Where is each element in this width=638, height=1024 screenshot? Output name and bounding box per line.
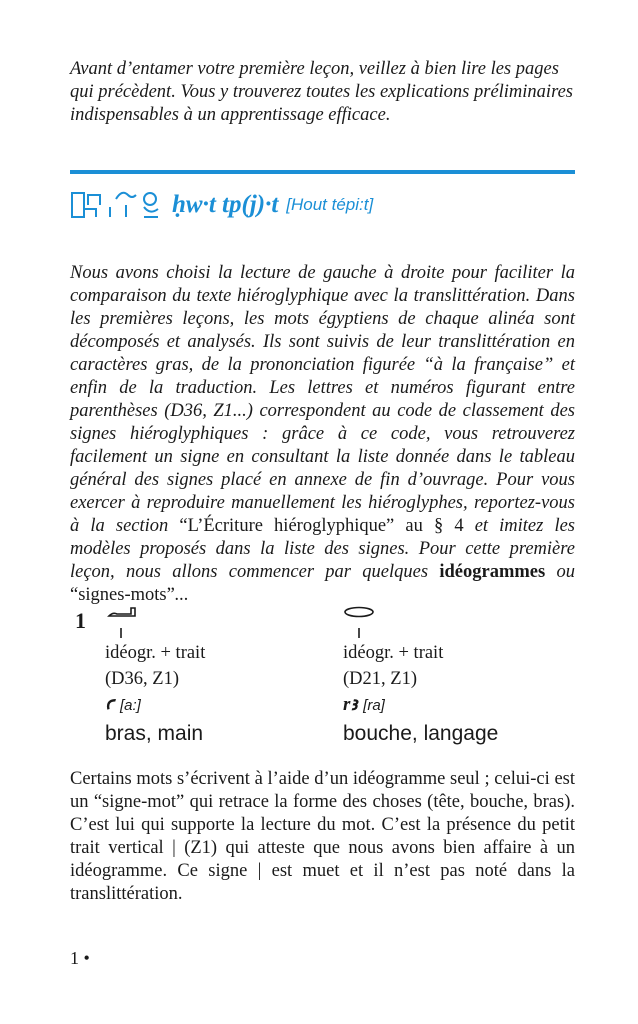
entry-sign-code: (D36, Z1) [105, 669, 179, 689]
sign-word-term: “signes-mots” [70, 585, 175, 605]
explanation-text-2: et imitez les modèles proposés dans la liste des signes. Pour cette première leçon, nous allons commencer par quelques [70, 516, 576, 582]
entry-transliteration-row [343, 692, 563, 718]
explanation-text-3: ou [545, 562, 575, 582]
hieroglyph-group-icon [70, 185, 162, 225]
lesson-number: 1 [75, 608, 86, 633]
vocab-entry-mouth [343, 600, 563, 748]
intro-paragraph: Avant d’entamer votre première leçon, veillez à bien lire les pages qui précèdent. Vous y trouverez toutes les explications préliminaires indispensables à un apprentissage efficace. [70, 59, 573, 125]
entry-transliteration: ꜥ [105, 694, 114, 715]
explanation-text-4: ... [174, 585, 189, 605]
section-reference: “L’Écriture hiéroglyphique” au § 4 [179, 516, 464, 536]
explanation-paragraph [70, 262, 575, 607]
entry-meaning: bras, main [105, 722, 204, 745]
forearm-hieroglyph-icon [105, 600, 165, 640]
heading-transliteration: ḥw·t tp(j)·t [172, 191, 279, 218]
mouth-hieroglyph-icon [343, 600, 403, 640]
entry-pronunciation: [a:] [119, 697, 141, 714]
section-divider [70, 170, 575, 174]
entry-sign-code: (D21, Z1) [343, 669, 417, 689]
entry-transliteration: rꜣ [343, 694, 358, 715]
heading-pronunciation: [Hout tépi:t] [286, 195, 374, 214]
page-number: 1 • [70, 948, 90, 968]
ideogram-term: idéogrammes [439, 562, 546, 582]
vocab-entry-arm [105, 600, 325, 748]
section-heading [70, 183, 575, 227]
entry-type: idéogr. + trait [105, 643, 206, 663]
entry-meaning: bouche, langage [343, 722, 499, 745]
entry-type: idéogr. + trait [343, 643, 444, 663]
entry-transliteration-row [105, 692, 325, 718]
ideogram-explanation-paragraph: Certains mots s’écrivent à l’aide d’un idéogramme seul ; celui-ci est un “signe-mot” qui retrace la forme des choses (tête, bouche, bras). C’est lui qui supporte la lecture du mot. C’est la présence du petit trait vertical | (Z1) qui atteste que nous avons bien affaire à un idéogramme. Ce signe | est muet et il n’est pas noté dans la translittération. [70, 769, 575, 904]
explanation-text-1: Nous avons choisi la lecture de gauche à droite pour faciliter la comparaison du texte hiéroglyphique avec la translittération. Dans les premières leçons, les mots égyptiens de chaque alinéa sont décomposés et analysés. Ils sont suivis de leur translittération en caractères gras, de la prononciation figurée “à la française” et enfin de la traduction. Les lettres et numéros figurant entre parenthèses (D36, Z1...) correspondent au code de classement des signes hiéroglyphiques : grâce à ce code, vous retrouverez facilement un signe en consultant la liste donnée dans le tableau général des signes placé en annexe de fin d’ouvrage. Pour vous exercer à reproduire manuellement les hiéroglyphes, reportez-vous à la section [70, 263, 575, 536]
entry-pronunciation: [ra] [363, 697, 385, 714]
